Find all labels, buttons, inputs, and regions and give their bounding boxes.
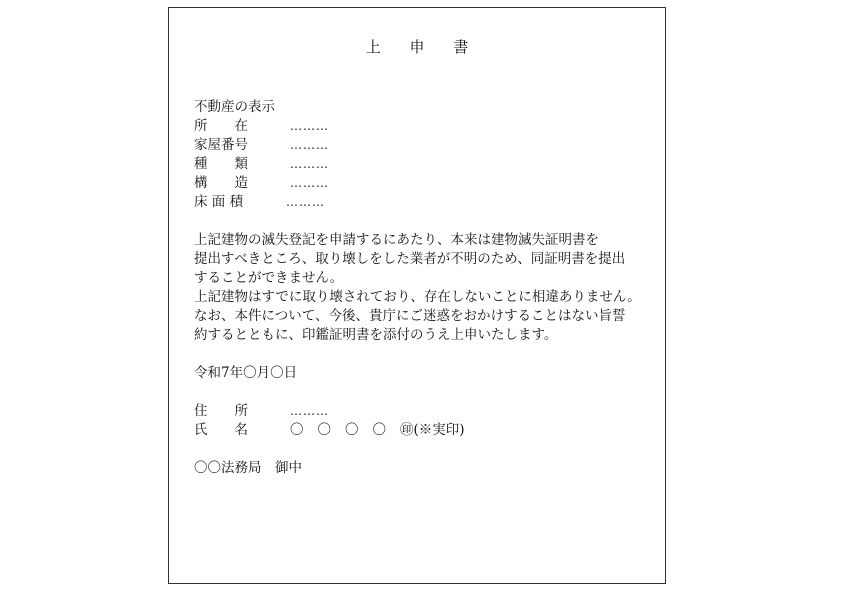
property-field-house-number <box>194 136 664 155</box>
placeholder-circle: 〇 <box>345 422 359 438</box>
document-title <box>169 36 665 57</box>
address-value: ……… <box>290 404 329 418</box>
spacer <box>194 383 664 402</box>
field-value: ……… <box>290 157 329 171</box>
field-label: 家屋番号 <box>194 137 248 153</box>
field-label: 種 類 <box>194 156 248 172</box>
statement-line: 提出すべきところ、取り壊しをした業者が不明のため、同証明書を提出 <box>194 251 626 267</box>
name-placeholder <box>290 421 386 440</box>
statement-line: 上記建物はすでに取り壊されており、存在しないことに相違ありません。 <box>194 289 641 305</box>
document-body <box>194 98 664 478</box>
seal-mark: ㊞(※実印) <box>400 422 465 438</box>
name-label: 氏 名 <box>194 422 248 438</box>
property-field-location <box>194 117 664 136</box>
title-char-2: 申 <box>409 38 425 56</box>
field-label: 床 面 積 <box>194 194 244 210</box>
placeholder-circle: 〇 <box>290 422 304 438</box>
addressee: 〇〇法務局 御中 <box>194 460 302 476</box>
spacer <box>194 440 664 459</box>
spacer <box>194 212 664 231</box>
statement-line: 上記建物の滅失登記を申請するにあたり、本来は建物滅失証明書を <box>194 232 599 248</box>
address-field <box>194 402 664 421</box>
title-char-3: 書 <box>453 38 469 56</box>
name-field <box>194 421 664 440</box>
address-label: 住 所 <box>194 403 248 419</box>
field-value: ……… <box>290 176 329 190</box>
property-field-floor-area <box>194 193 664 212</box>
field-value: ……… <box>286 195 325 209</box>
property-heading: 不動産の表示 <box>194 99 275 115</box>
statement-paragraph <box>194 231 664 345</box>
statement-line: なお、本件について、今後、貴庁にご迷惑をおかけすることはない旨誓 <box>194 308 626 324</box>
property-field-structure <box>194 174 664 193</box>
field-value: ……… <box>290 138 329 152</box>
document-page <box>168 7 666 584</box>
placeholder-circle: 〇 <box>372 422 386 438</box>
statement-line: 約するとともに、印鑑証明書を添付のうえ上申いたします。 <box>194 327 558 343</box>
field-value: ……… <box>290 119 329 133</box>
statement-line: することができません。 <box>194 270 344 286</box>
field-label: 所 在 <box>194 118 248 134</box>
placeholder-circle: 〇 <box>317 422 331 438</box>
document-date: 令和7年〇月〇日 <box>194 365 298 381</box>
title-char-1: 上 <box>365 38 381 56</box>
field-label: 構 造 <box>194 175 248 191</box>
spacer <box>194 345 664 364</box>
property-field-type <box>194 155 664 174</box>
